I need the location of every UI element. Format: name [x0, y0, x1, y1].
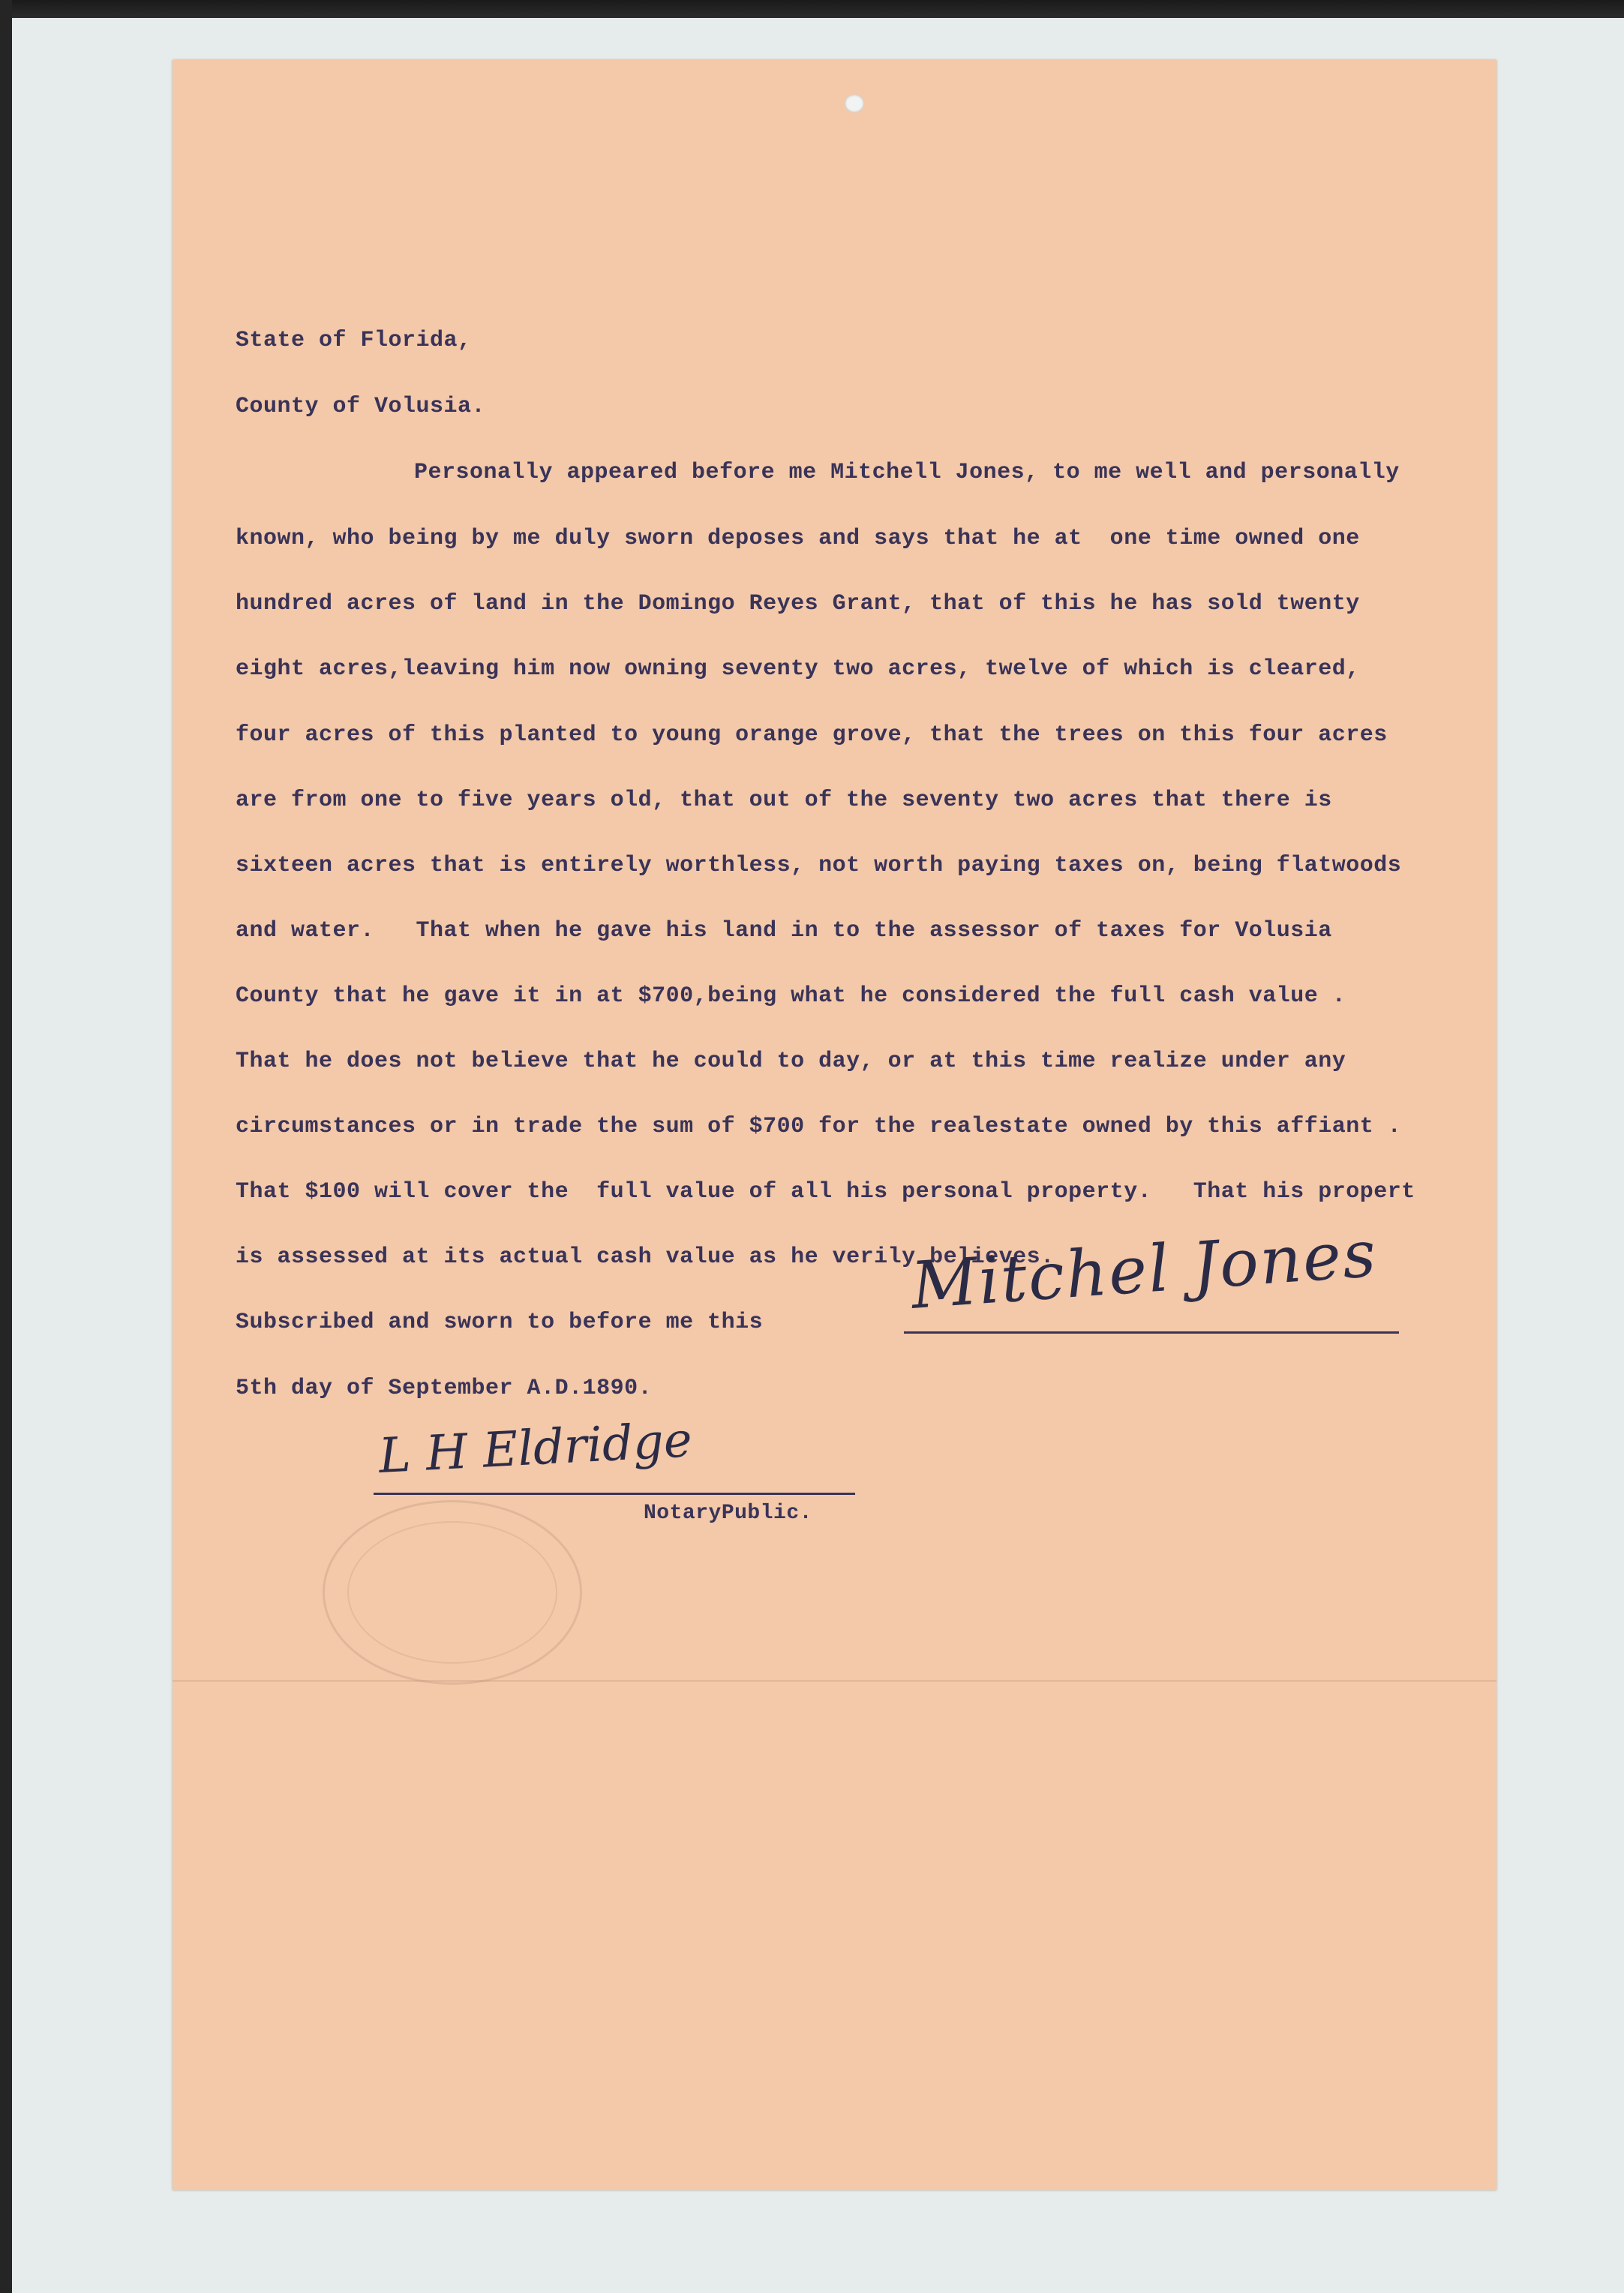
- body-line: sixteen acres that is entirely worthless, not worth paying taxes on, being flatwoods: [236, 853, 1402, 878]
- body-line: hundred acres of land in the Domingo Reyes Grant, that of this he has sold twenty: [236, 591, 1360, 617]
- body-line: are from one to five years old, that out of the seventy two acres that there is: [236, 788, 1332, 813]
- body-line: circumstances or in trade the sum of $700 for the realestate owned by this affiant .: [236, 1114, 1402, 1139]
- scan-top-border: [0, 0, 1624, 18]
- jurat-date: 5th day of September A.D.1890.: [236, 1376, 653, 1401]
- body-line: is assessed at its actual cash value as he verily believes.: [236, 1244, 1055, 1270]
- notary-signature-line: [374, 1493, 855, 1495]
- paper-fold: [173, 1680, 1496, 1682]
- body-line: known, who being by me duly sworn deposes and says that he at one time owned one: [236, 526, 1360, 551]
- notary-title: NotaryPublic.: [644, 1502, 812, 1525]
- body-line: That he does not believe that he could to day, or at this time realize under any: [236, 1049, 1346, 1074]
- body-line: eight acres,leaving him now owning seventy two acres, twelve of which is cleared,: [236, 656, 1360, 682]
- notary-signature: L H Eldridge: [377, 1412, 694, 1484]
- affiant-signature-line: [904, 1331, 1399, 1334]
- body-line: That $100 will cover the full value of all his personal property. That his propert: [236, 1179, 1415, 1205]
- body-line: Personally appeared before me Mitchell Jones, to me well and personally: [414, 460, 1400, 485]
- scan-left-border: [0, 0, 12, 2293]
- heading-state: State of Florida,: [236, 328, 472, 353]
- affiant-signature: Mitchel Jones: [908, 1216, 1380, 1324]
- heading-county: County of Volusia.: [236, 394, 486, 419]
- body-line: County that he gave it in at $700,being what he considered the full cash value .: [236, 983, 1346, 1009]
- jurat-line: Subscribed and sworn to before me this: [236, 1310, 764, 1335]
- body-line: four acres of this planted to young orange grove, that the trees on this four acres: [236, 722, 1388, 748]
- punch-hole: [845, 95, 864, 113]
- notary-seal-embossed: [323, 1500, 582, 1685]
- body-line: and water. That when he gave his land in to the assessor of taxes for Volusia: [236, 918, 1332, 944]
